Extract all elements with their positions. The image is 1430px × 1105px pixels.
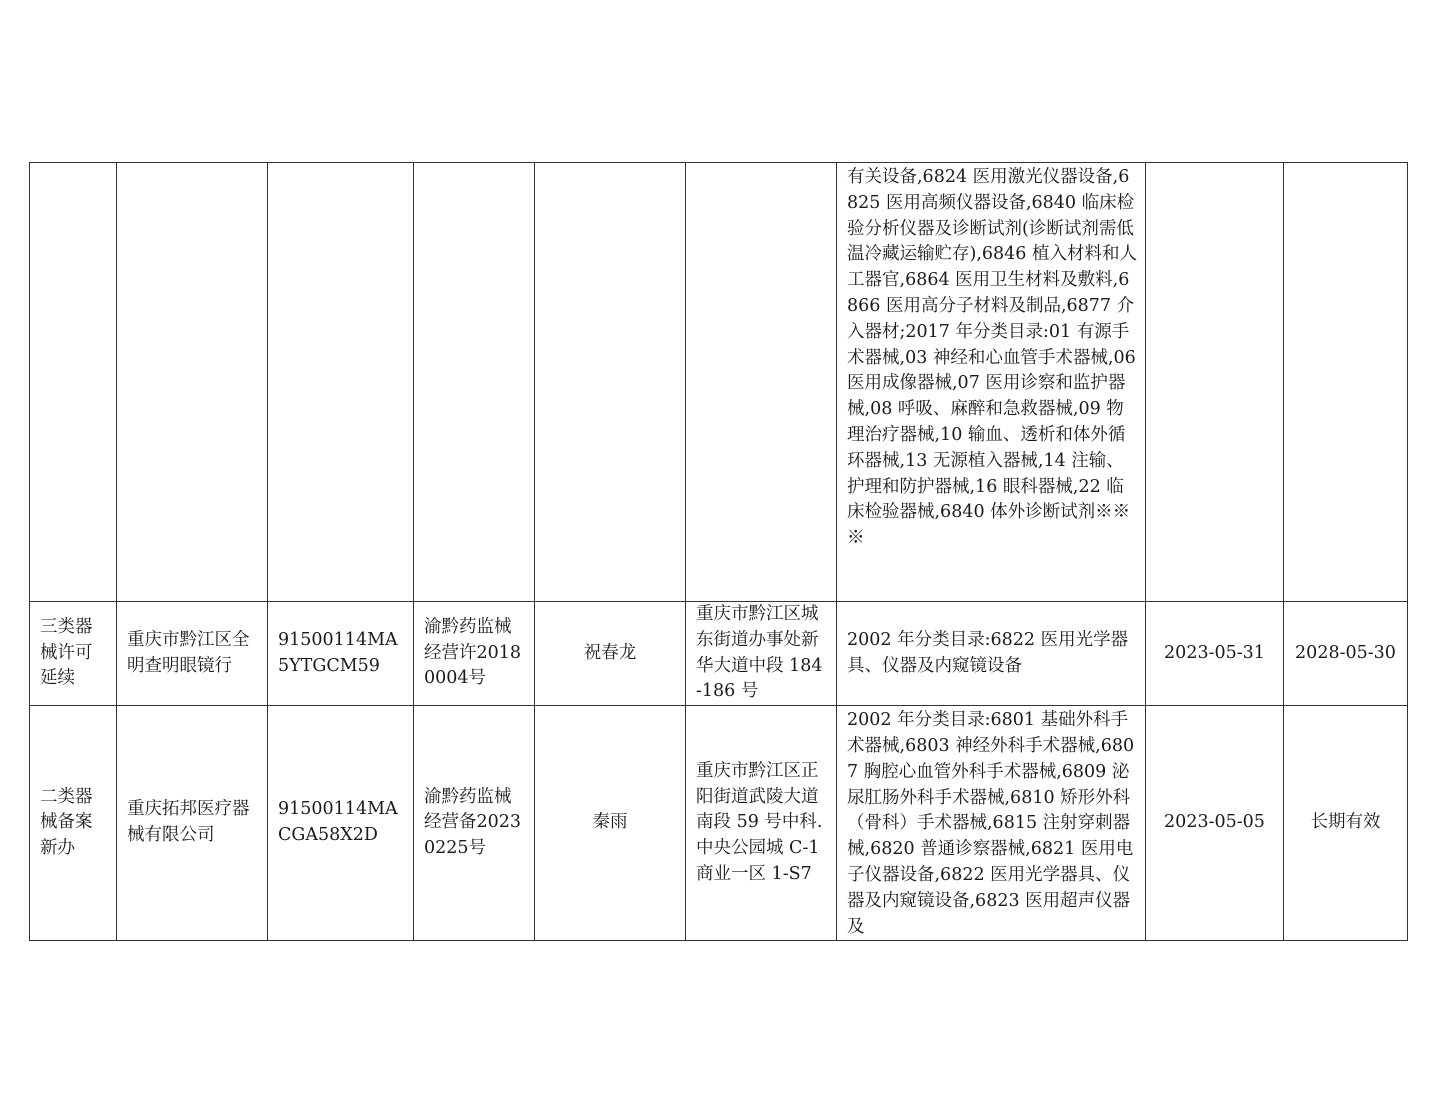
- cell-person: 祝春龙: [535, 602, 686, 706]
- cell-address: [686, 163, 837, 602]
- cell-company: 重庆拓邦医疗器械有限公司: [117, 706, 268, 941]
- cell-type: 二类器械备案新办: [30, 706, 117, 941]
- cell-expiry: 2028-05-30: [1284, 602, 1408, 706]
- cell-credit-code: [268, 163, 414, 602]
- cell-expiry: 长期有效: [1284, 706, 1408, 941]
- cell-type: [30, 163, 117, 602]
- cell-issue-date: 2023-05-31: [1146, 602, 1284, 706]
- cell-address: 重庆市黔江区正阳街道武陵大道南段 59 号中科.中央公园城 C-1 商业一区 1-S7: [686, 706, 837, 941]
- cell-type: 三类器械许可延续: [30, 602, 117, 706]
- cell-license-no: [414, 163, 535, 602]
- cell-license-no: 渝黔药监械经营许20180004号: [414, 602, 535, 706]
- cell-address: 重庆市黔江区城东街道办事处新华大道中段 184-186 号: [686, 602, 837, 706]
- cell-person: [535, 163, 686, 602]
- cell-issue-date: 2023-05-05: [1146, 706, 1284, 941]
- cell-company: 重庆市黔江区全明查明眼镜行: [117, 602, 268, 706]
- cell-credit-code: 91500114MACGA58X2D: [268, 706, 414, 941]
- cell-scope: 2002 年分类目录:6822 医用光学器具、仪器及内窥镜设备: [837, 602, 1146, 706]
- cell-license-no: 渝黔药监械经营备20230225号: [414, 706, 535, 941]
- cell-scope: 2002 年分类目录:6801 基础外科手术器械,6803 神经外科手术器械,6807 胸腔心血管外科手术器械,6809 泌尿肛肠外科手术器械,6810 矫形外科（骨科）手术器械,6815 注射穿刺器械,6820 普通诊察器械,6821 医用电子仪器设备,6822 医用光学器具、仪器及内窥镜设备,6823 医用超声仪器及: [837, 706, 1146, 941]
- table-row: [30, 706, 1408, 941]
- table-row: [30, 602, 1408, 706]
- cell-credit-code: 91500114MA5YTGCM59: [268, 602, 414, 706]
- cell-issue-date: [1146, 163, 1284, 602]
- records-table: [29, 162, 1408, 941]
- cell-expiry: [1284, 163, 1408, 602]
- cell-person: 秦雨: [535, 706, 686, 941]
- cell-scope: 有关设备,6824 医用激光仪器设备,6825 医用高频仪器设备,6840 临床检验分析仪器及诊断试剂(诊断试剂需低温冷藏运输贮存),6846 植入材料和人工器官,6864 医用卫生材料及敷料,6866 医用高分子材料及制品,6877 介入器材;2017 年分类目录:01 有源手术器械,03 神经和心血管手术器械,06 医用成像器械,07 医用诊察和监护器械,08 呼吸、麻醉和急救器械,09 物理治疗器械,10 输血、透析和体外循环器械,13 无源植入器械,14 注输、护理和防护器械,16 眼科器械,22 临床检验器械,6840 体外诊断试剂※※※: [837, 163, 1146, 602]
- cell-company: [117, 163, 268, 602]
- table-row-continuation: [30, 163, 1408, 602]
